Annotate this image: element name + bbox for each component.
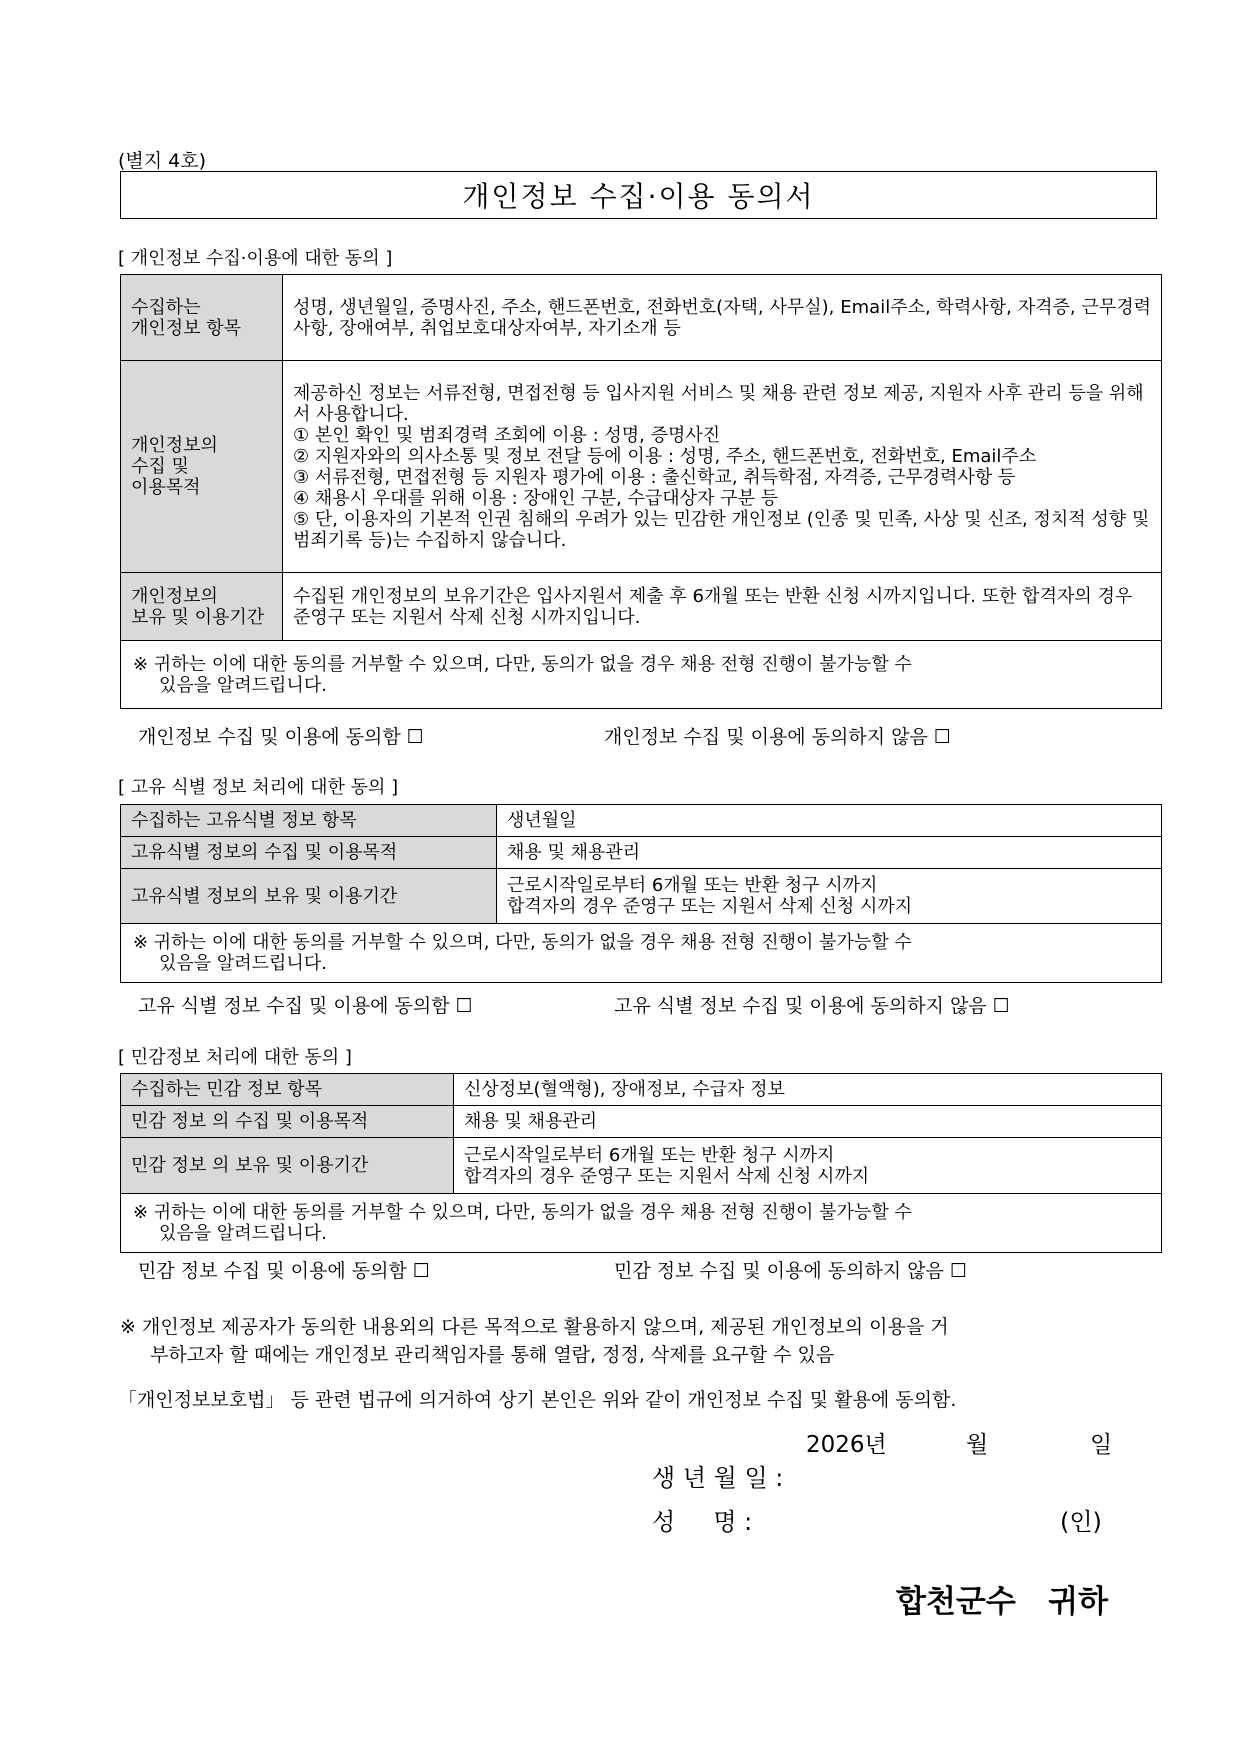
table-label-cell: 고유식별 정보의 수집 및 이용목적 (121, 837, 497, 869)
table-label-cell: 고유식별 정보의 보유 및 이용기간 (121, 869, 497, 924)
table-row (121, 1074, 1162, 1106)
section3-heading: [ 민감정보 처리에 대한 동의 ] (118, 1047, 352, 1068)
table-row (121, 1138, 1162, 1194)
section3-table (120, 1073, 1162, 1253)
date-day: 일 (1090, 1432, 1113, 1458)
purpose-item: ⑤ 단, 이용자의 기본적 인권 침해의 우려가 있는 민감한 개인정보 (인종 및 민족, 사상 및 신조, 정치적 성향 및 범죄기록 등)는 수집하지 않습니다. (293, 508, 1150, 551)
table-value-cell: 수집된 개인정보의 보유기간은 입사지원서 제출 후 6개월 또는 반환 신청 시까지입니다. 또한 합격자의 경우 준영구 또는 지원서 삭제 신청 시까지입니다. (283, 573, 1162, 641)
table-value-cell (454, 1138, 1162, 1194)
refusal-note-line1: ※ 귀하는 이에 대한 동의를 거부할 수 있으며, 다만, 동의가 없을 경우 채용 전형 진행이 불가능할 수 (133, 653, 912, 675)
footnote (120, 1313, 1160, 1369)
section1-agree-checkbox[interactable]: 개인정보 수집 및 이용에 동의함 ☐ (138, 726, 424, 748)
section1-heading: [ 개인정보 수집·이용에 대한 동의 ] (118, 248, 393, 269)
table-row (121, 275, 1162, 361)
refusal-note-line1: ※ 귀하는 이에 대한 동의를 거부할 수 있으며, 다만, 동의가 없을 경우 채용 전형 진행이 불가능할 수 (133, 1202, 912, 1223)
seal-label: (인) (1060, 1508, 1102, 1536)
table-value-cell: 채용 및 채용관리 (497, 837, 1162, 869)
retention-line: 근로시작일로부터 6개월 또는 반환 청구 시까지 (507, 875, 878, 896)
section2-heading: [ 고유 식별 정보 처리에 대한 동의 ] (118, 777, 399, 798)
section1-table (120, 274, 1162, 709)
refusal-note-line2: 있음을 알려드립니다. (159, 1223, 327, 1244)
footnote-line1: ※ 개인정보 제공자가 동의한 내용외의 다른 목적으로 활용하지 않으며, 제공된 개인정보의 이용을 거 (120, 1316, 949, 1338)
table-label-cell: 민감 정보 의 보유 및 이용기간 (121, 1138, 454, 1194)
birthdate-label: 생 년 월 일 : (652, 1464, 784, 1492)
refusal-note (121, 1194, 1162, 1253)
purpose-item: ① 본인 확인 및 범죄경력 조회에 이용 : 성명, 증명사진 (293, 424, 721, 446)
table-value-cell: 성명, 생년월일, 증명사진, 주소, 핸드폰번호, 전화번호(자택, 사무실), Email주소, 학력사항, 자격증, 근무경력사항, 장애여부, 취업보호대상자여부, 자기소개 등 (283, 275, 1162, 361)
purpose-list (283, 361, 1162, 573)
retention-line: 근로시작일로부터 6개월 또는 반환 청구 시까지 (464, 1144, 835, 1166)
annex-label: (별지 4호) (118, 150, 207, 172)
section3-disagree-checkbox[interactable]: 민감 정보 수집 및 이용에 동의하지 않음 ☐ (614, 1260, 967, 1282)
section3-agree-checkbox[interactable]: 민감 정보 수집 및 이용에 동의함 ☐ (138, 1260, 430, 1282)
table-value-cell: 채용 및 채용관리 (454, 1106, 1162, 1138)
refusal-note (121, 924, 1162, 983)
footnote-line2: 부하고자 할 때에는 개인정보 관리책임자를 통해 열람, 정정, 삭제를 요구할 수 있음 (150, 1344, 835, 1366)
refusal-note-line2: 있음을 알려드립니다. (159, 674, 327, 696)
document-title: 개인정보 수집·이용 동의서 (120, 171, 1157, 219)
purpose-item: ② 지원자와의 의사소통 및 정보 전달 등에 이용 : 성명, 주소, 핸드폰번호, 전화번호, Email주소 (293, 445, 1037, 467)
section1-disagree-checkbox[interactable]: 개인정보 수집 및 이용에 동의하지 않음 ☐ (604, 726, 951, 748)
table-row (121, 573, 1162, 641)
section2-disagree-checkbox[interactable]: 고유 식별 정보 수집 및 이용에 동의하지 않음 ☐ (614, 995, 1010, 1017)
retention-line: 합격자의 경우 준영구 또는 지원서 삭제 신청 시까지 (464, 1165, 870, 1187)
table-row (121, 361, 1162, 573)
table-label-cell: 수집하는 개인정보 항목 (121, 275, 283, 361)
table-row (121, 869, 1162, 924)
table-label-cell: 개인정보의 수집 및 이용목적 (121, 361, 283, 573)
table-label-cell: 수집하는 민감 정보 항목 (121, 1074, 454, 1106)
table-row (121, 1194, 1162, 1253)
table-row (121, 805, 1162, 837)
name-label: 성 명 : (652, 1508, 753, 1536)
section2-table (120, 804, 1162, 983)
refusal-note-line1: ※ 귀하는 이에 대한 동의를 거부할 수 있으며, 다만, 동의가 없을 경우 채용 전형 진행이 불가능할 수 (133, 932, 912, 953)
table-row (121, 1106, 1162, 1138)
table-label-cell: 개인정보의 보유 및 이용기간 (121, 573, 283, 641)
table-row (121, 924, 1162, 983)
refusal-note-line2: 있음을 알려드립니다. (159, 953, 327, 974)
date-month: 월 (966, 1432, 989, 1458)
table-row (121, 837, 1162, 869)
table-row (121, 641, 1162, 709)
purpose-intro: 제공하신 정보는 서류전형, 면접전형 등 입사지원 서비스 및 채용 관련 정보 제공, 지원자 사후 관리 등을 위해서 사용합니다. (293, 382, 1144, 425)
date-year: 2026년 (806, 1432, 887, 1458)
table-value-cell: 생년월일 (497, 805, 1162, 837)
table-value-cell: 신상정보(혈액형), 장애정보, 수급자 정보 (454, 1074, 1162, 1106)
table-value-cell (497, 869, 1162, 924)
recipient: 합천군수 귀하 (896, 1584, 1109, 1620)
purpose-item: ④ 채용시 우대를 위해 이용 : 장애인 구분, 수급대상자 구분 등 (293, 487, 779, 509)
section2-agree-checkbox[interactable]: 고유 식별 정보 수집 및 이용에 동의함 ☐ (138, 995, 473, 1017)
table-label-cell: 민감 정보 의 수집 및 이용목적 (121, 1106, 454, 1138)
legal-statement: 「개인정보보호법」 등 관련 법규에 의거하여 상기 본인은 위와 같이 개인정보 수집 및 활용에 동의함. (118, 1389, 957, 1411)
refusal-note (121, 641, 1162, 709)
purpose-item: ③ 서류전형, 면접전형 등 지원자 평가에 이용 : 출신학교, 취득학점, 자격증, 근무경력사항 등 (293, 466, 1016, 488)
retention-line: 합격자의 경우 준영구 또는 지원서 삭제 신청 시까지 (507, 896, 913, 917)
table-label-cell: 수집하는 고유식별 정보 항목 (121, 805, 497, 837)
